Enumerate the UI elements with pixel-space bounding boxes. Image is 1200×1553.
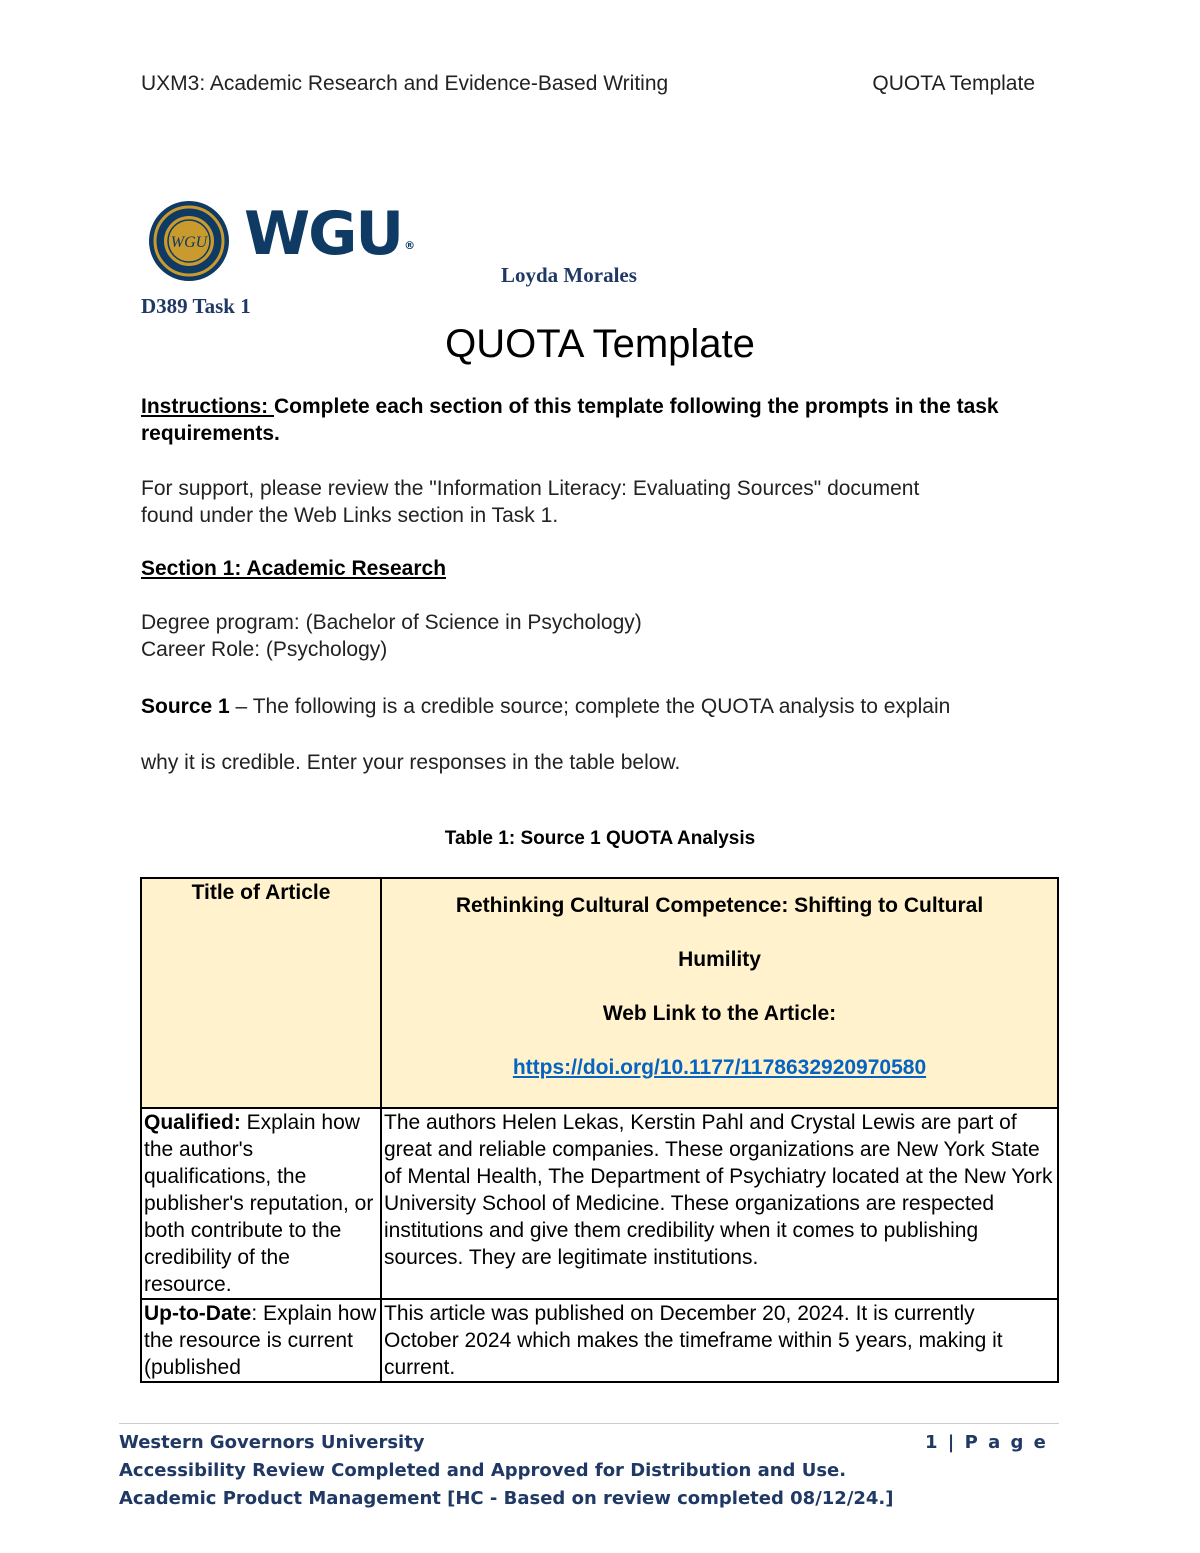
wordmark-text: WGU [244,199,403,269]
article-title-cell [381,878,1058,1108]
table-caption: Table 1: Source 1 QUOTA Analysis [444,828,756,849]
criterion-prompt: Explain how the author's qualifications, the publisher's reputation, or both contribute to the credibility of the resource. [144,1111,374,1296]
criterion-term: Qualified: [144,1111,241,1134]
response-cell: The authors Helen Lekas, Kerstin Pahl and Crystal Lewis are part of great and reliable companies. These organizations are New York State of Mental Health, The Department of Psychiatry located at the New York University School of Medicine. These organizations are respected institutions and give them credibility when it comes to publishing sources. They are legitimate institutions. [381,1108,1058,1299]
support-note [141,475,1061,529]
source-1-intro [141,693,1061,720]
instructions-text: Complete each section of this template following the prompts in the task requirements. [141,395,999,445]
instructions [141,393,1061,447]
page-number: 1 | P a g e [925,1432,1048,1453]
response-cell: This article was published on December 20, 2024. It is currently October 2024 which makes the timeframe within 5 years, making it current. [381,1299,1058,1382]
source-1-line-1: – The following is a credible source; complete the QUOTA analysis to explain [229,695,951,718]
wgu-wordmark [244,199,416,269]
quota-table [140,877,1059,1383]
footer-university: Western Governors University [119,1432,425,1453]
source-1-label: Source 1 [141,695,230,718]
article-title-line-1: Rethinking Cultural Competence: Shifting to Cultural [455,894,984,917]
table-header-row [141,878,1058,1108]
table-row [141,1299,1058,1382]
program-info [141,609,1061,663]
support-line-1: For support, please review the "Information Literacy: Evaluating Sources" document [141,477,920,500]
document-label: QUOTA Template [872,72,1035,95]
criterion-prompt: : Explain how the resource is current (published [144,1302,377,1379]
page-title: QUOTA Template [445,322,755,366]
instructions-label: Instructions: [141,395,275,418]
section-heading: Section 1: Academic Research [141,557,447,580]
career-role: Career Role: (Psychology) [141,638,388,661]
source-1-line-2: why it is credible. Enter your responses in the table below. [141,751,681,774]
support-line-2: found under the Web Links section in Task 1. [141,504,559,527]
article-link[interactable]: https://doi.org/10.1177/1178632920970580 [512,1056,927,1079]
running-header [141,72,1035,96]
criterion-cell [141,1108,381,1299]
footer-review-note: Academic Product Management [HC - Based on review completed 08/12/24.] [119,1488,894,1509]
footer-accessibility-note: Accessibility Review Completed and Approved for Distribution and Use. [119,1460,847,1481]
table-row [141,1108,1058,1299]
web-link-label: Web Link to the Article: [602,1002,837,1025]
header-left-cell: Title of Article [141,878,381,1108]
criterion-cell [141,1299,381,1382]
task-id: D389 Task 1 [141,294,251,318]
course-title: UXM3: Academic Research and Evidence-Based Writing [141,72,669,95]
criterion-term: Up-to-Date [144,1302,252,1325]
article-title-line-2: Humility [678,948,761,971]
footer-divider [119,1423,1059,1424]
wgu-seal-logo [148,200,230,282]
seal-letters: WGU [170,234,208,251]
registered-mark: ® [404,239,416,252]
author-name: Loyda Morales [501,263,637,287]
degree-program: Degree program: (Bachelor of Science in Psychology) [141,611,642,634]
